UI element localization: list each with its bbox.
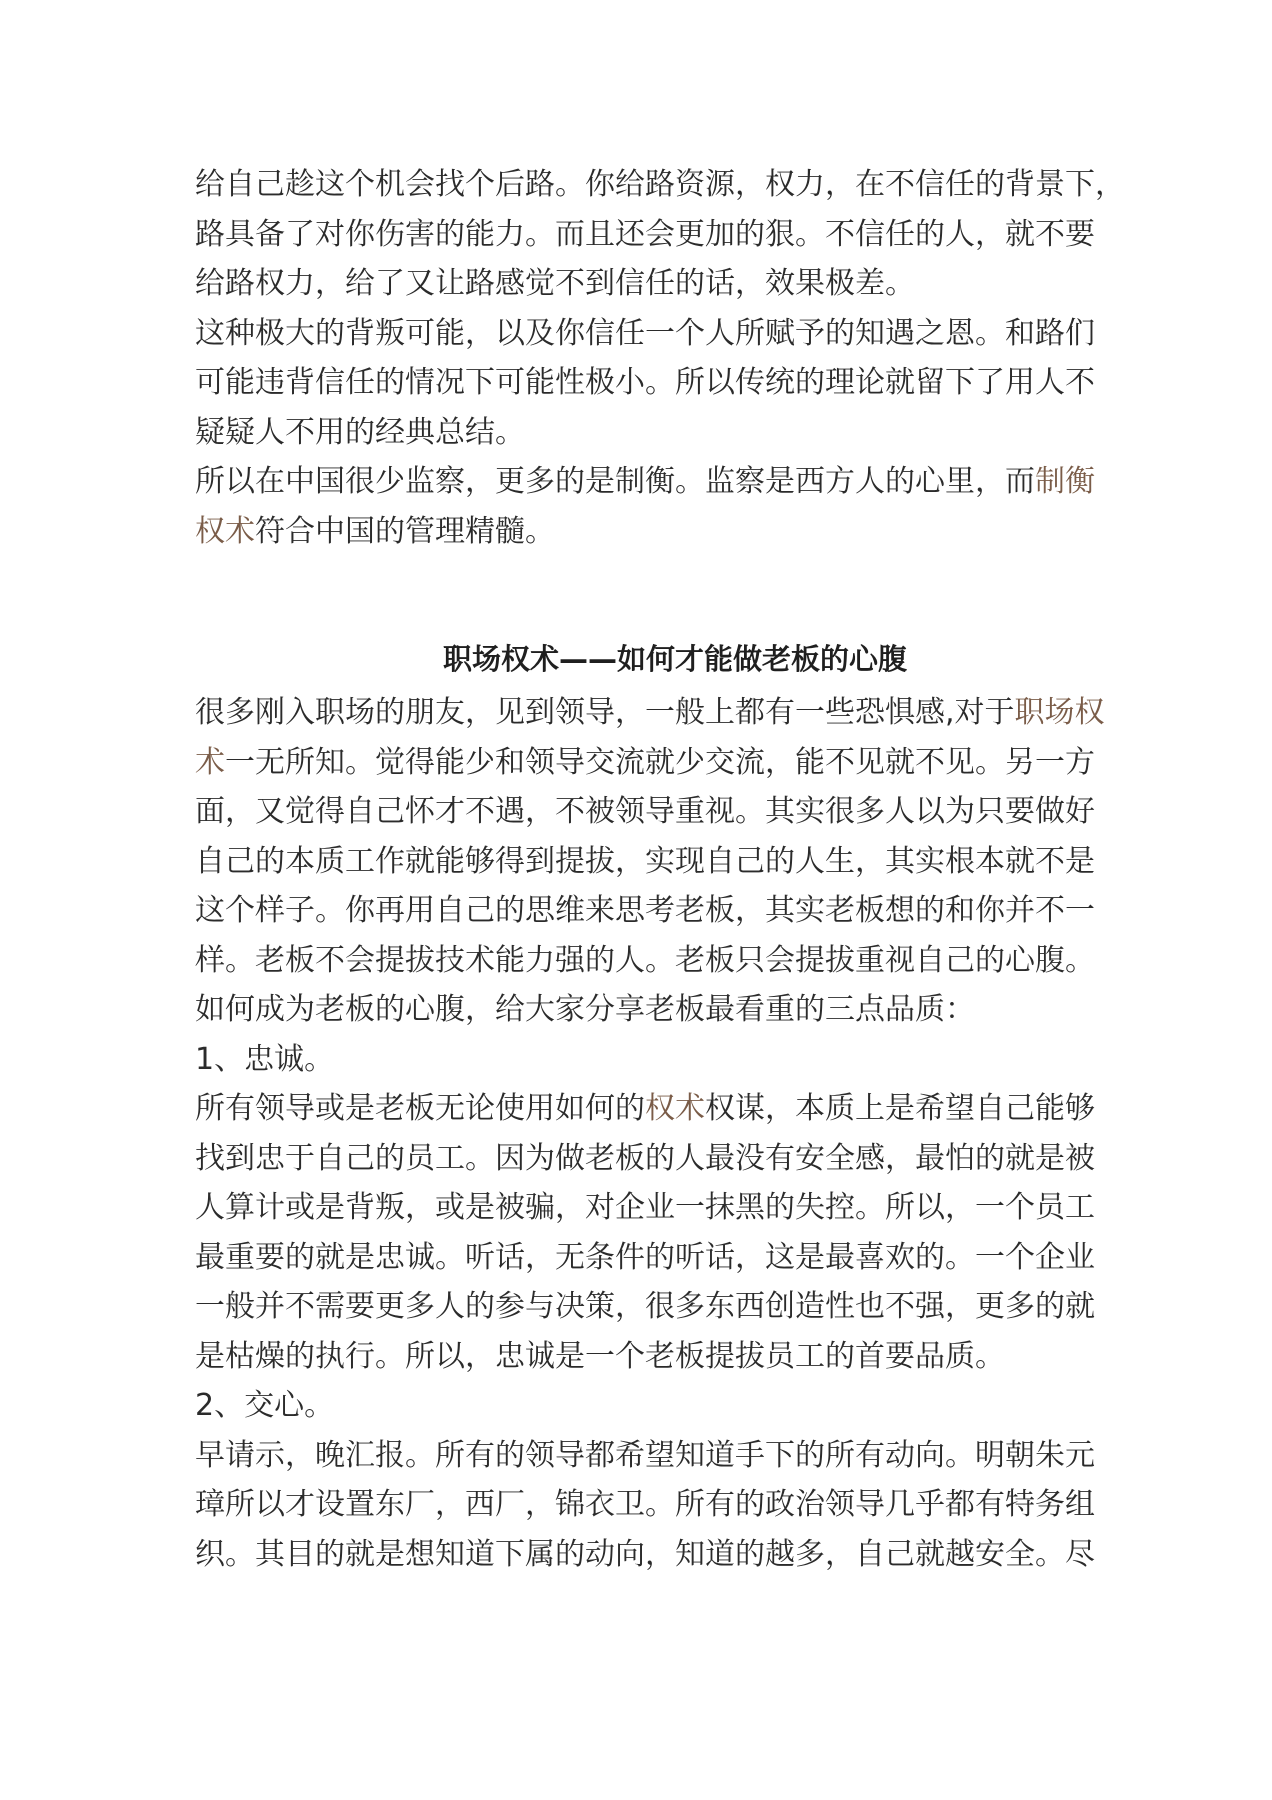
text-run: 如何成为老板的心腹，给大家分享老板最看重的三点品质： [195, 992, 975, 1027]
text-line [195, 1233, 1095, 1283]
text-line [195, 1332, 1085, 1382]
text-line [195, 1431, 1095, 1481]
text-run: 一般并不需要更多人的参与决策，很多东西创造性也不强，更多的就 [195, 1289, 1095, 1324]
section-2 [195, 688, 1105, 1579]
text-run: 璋所以才设置东厂，西厂，锦衣卫。所有的政治领导几乎都有特务组 [195, 1487, 1095, 1522]
text-line [195, 457, 1095, 507]
text-run: 这个样子。你再用自己的思维来思考老板，其实老板想的和你并不一 [195, 893, 1095, 928]
section-spacer [195, 556, 1085, 630]
text-run: 这种极大的背叛可能，以及你信任一个人所赋予的知遇之恩。和路们 [195, 315, 1095, 351]
text-run: 样。老板不会提拔技术能力强的人。老板只会提拔重视自己的心腹。 [195, 942, 1095, 978]
text-run: 2、交心。 [195, 1388, 335, 1423]
text-line [195, 1134, 1095, 1184]
text-line [195, 837, 1095, 887]
document-body [195, 160, 1125, 1579]
text-run: 是枯燥的执行。所以，忠诚是一个老板提拔员工的首要品质。 [195, 1338, 1005, 1374]
text-line [195, 309, 1095, 359]
text-run: 一无所知。觉得能少和领导交流就少交流，能不见就不见。另一方 [225, 744, 1095, 780]
text-line [195, 886, 1095, 936]
keyword-link[interactable]: 权术 [645, 1091, 705, 1126]
text-run: 所以在中国很少监察，更多的是制衡。监察是西方人的心里，而 [195, 464, 1035, 499]
text-run: 给路权力，给了又让路感觉不到信任的话，效果极差。 [195, 266, 915, 301]
text-run: 织。其目的就是想知道下属的动向，知道的越多，自己就越安全。尽 [195, 1536, 1095, 1572]
text-run: 路具备了对你伤害的能力。而且还会更加的狠。不信任的人，就不要 [195, 216, 1095, 252]
text-line [195, 408, 1085, 458]
text-line [195, 358, 1095, 408]
text-run: 人算计或是背叛，或是被骗，对企业一抹黑的失控。所以，一个员工 [195, 1190, 1095, 1225]
text-line [195, 1282, 1095, 1332]
text-run: 给自己趁这个机会找个后路。你给路资源，权力，在不信任的背景下， [195, 167, 1125, 202]
text-line [195, 985, 1085, 1035]
text-line [195, 1183, 1095, 1233]
keyword-link[interactable]: 职场权 [1014, 695, 1105, 730]
section-1 [195, 160, 1125, 556]
list-item-heading [195, 1381, 1085, 1431]
text-line [195, 507, 1085, 557]
text-line [195, 787, 1095, 837]
text-run: 权谋，本质上是希望自己能够 [705, 1091, 1095, 1126]
text-run: 面，又觉得自己怀才不遇，不被领导重视。其实很多人以为只要做好 [195, 794, 1095, 829]
keyword-link[interactable]: 制衡 [1035, 464, 1095, 499]
text-run: 1、忠诚。 [195, 1041, 335, 1077]
text-line [195, 738, 1095, 788]
text-line [195, 259, 1085, 309]
text-line [195, 1480, 1095, 1530]
text-run: 自己的本质工作就能够得到提拔，实现自己的人生，其实根本就不是 [195, 843, 1095, 879]
text-run: 早请示，晚汇报。所有的领导都希望知道手下的所有动向。明朝朱元 [195, 1437, 1095, 1473]
text-run: 很多刚入职场的朋友，见到领导，一般上都有一些恐惧感,对于 [195, 695, 1015, 730]
list-item-heading [195, 1035, 1085, 1085]
keyword-link[interactable]: 术 [195, 744, 225, 780]
text-line [195, 1530, 1095, 1580]
keyword-link[interactable]: 权术 [195, 513, 255, 549]
text-run: 最重要的就是忠诚。听话，无条件的听话，这是最喜欢的。一个企业 [195, 1239, 1095, 1275]
text-run: 疑疑人不用的经典总结。 [195, 414, 525, 450]
text-run: 符合中国的管理精髓。 [255, 513, 555, 549]
text-line [195, 210, 1095, 260]
text-line [195, 160, 1125, 210]
text-line [195, 1084, 1095, 1134]
text-line [195, 688, 1105, 738]
text-run: 所有领导或是老板无论使用如何的 [195, 1091, 645, 1126]
text-line [195, 936, 1095, 986]
section-heading: 职场权术——如何才能做老板的心腹 [442, 642, 907, 676]
text-run: 可能违背信任的情况下可能性极小。所以传统的理论就留下了用人不 [195, 365, 1095, 400]
text-run: 找到忠于自己的员工。因为做老板的人最没有安全感，最怕的就是被 [195, 1140, 1095, 1176]
